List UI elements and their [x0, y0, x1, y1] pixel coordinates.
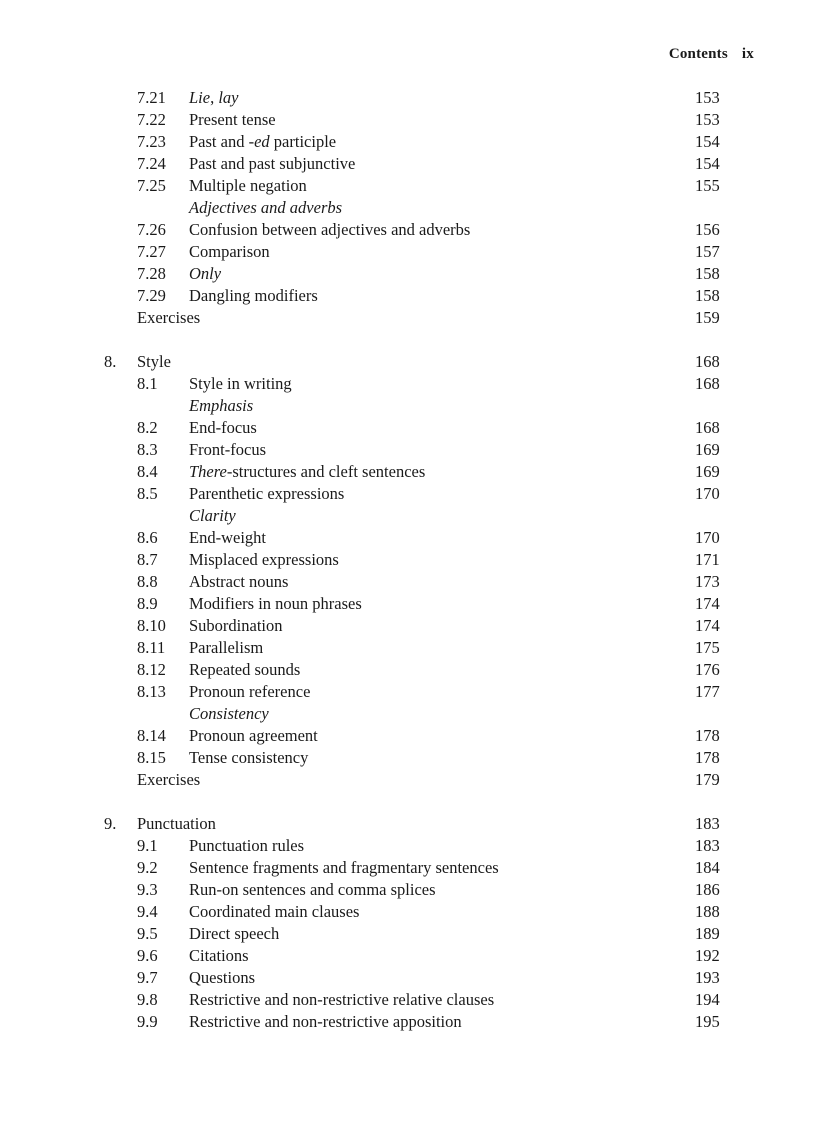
page-number: 169: [695, 440, 720, 459]
section-title: Present tense: [189, 110, 276, 129]
toc-chapter-row: [0, 351, 816, 373]
page-number: 184: [695, 858, 720, 877]
page-number: 186: [695, 880, 720, 899]
page-number: 170: [695, 484, 720, 503]
section-number: 8.15: [137, 748, 166, 767]
section-title: Lie, lay: [189, 88, 239, 107]
page-number: 168: [695, 374, 720, 393]
section-title: Modifiers in noun phrases: [189, 594, 362, 613]
section-number: 8.8: [137, 572, 158, 591]
section-number: 9.3: [137, 880, 158, 899]
subheading: Adjectives and adverbs: [189, 198, 343, 217]
section-number: 8.14: [137, 726, 166, 745]
section-title: Confusion between adjectives and adverbs: [189, 220, 471, 239]
section-title: Repeated sounds: [189, 660, 301, 679]
section-title: Pronoun reference: [189, 682, 311, 701]
page-number: 176: [695, 660, 720, 679]
page-number: 153: [695, 88, 720, 107]
exercises-label: Exercises: [137, 308, 201, 327]
page-number: 192: [695, 946, 720, 965]
section-number: 7.23: [137, 132, 166, 151]
section-title: Parallelism: [189, 638, 264, 657]
section-number: 7.24: [137, 154, 166, 173]
chapter-number: 9.: [104, 814, 117, 833]
page-number: 195: [695, 1012, 720, 1031]
section-number: 8.11: [137, 638, 166, 657]
toc-section-row: [0, 1011, 816, 1033]
section-title: Coordinated main clauses: [189, 902, 360, 921]
toc-section-row: [0, 615, 816, 637]
section-number: 8.12: [137, 660, 166, 679]
toc-section-row: [0, 285, 816, 307]
section-title: End-weight: [189, 528, 266, 547]
page-number: 153: [695, 110, 720, 129]
section-number: 7.28: [137, 264, 166, 283]
section-title: Only: [189, 264, 222, 283]
toc-section-row: [0, 483, 816, 505]
section-title: Abstract nouns: [189, 572, 289, 591]
toc-subhead-row: [0, 703, 816, 725]
toc-section-row: [0, 373, 816, 395]
toc-section-row: [0, 175, 816, 197]
toc-subhead-row: [0, 197, 816, 219]
running-head: [669, 46, 754, 63]
toc-section-row: [0, 131, 816, 153]
section-title: Punctuation rules: [189, 836, 305, 855]
section-number: 8.3: [137, 440, 158, 459]
page-number: 178: [695, 748, 720, 767]
section-title: Questions: [189, 968, 255, 987]
running-head-label: Contents: [668, 46, 728, 62]
section-number: 8.1: [137, 374, 158, 393]
toc-section-row: [0, 725, 816, 747]
section-title: End-focus: [189, 418, 257, 437]
section-number: 8.4: [137, 462, 158, 481]
toc-section-row: [0, 989, 816, 1011]
page-number: 179: [695, 770, 720, 789]
page-number: 169: [695, 462, 720, 481]
toc-section-row: [0, 263, 816, 285]
section-title: Style in writing: [189, 374, 292, 393]
toc-exercises-row: [0, 307, 816, 329]
toc-section-row: [0, 109, 816, 131]
section-title: Tense consistency: [189, 748, 309, 767]
page-number: 194: [695, 990, 720, 1009]
page-number: 178: [695, 726, 720, 745]
page-number: 174: [695, 616, 720, 635]
toc-section-row: [0, 923, 816, 945]
section-title: Subordination: [189, 616, 283, 635]
section-number: 7.26: [137, 220, 166, 239]
toc-section-row: [0, 87, 816, 109]
chapter-number: 8.: [104, 352, 117, 371]
page-number: 193: [695, 968, 720, 987]
page-number: 174: [695, 594, 720, 613]
toc-section-row: [0, 879, 816, 901]
section-number: 9.7: [137, 968, 158, 987]
section-number: 9.2: [137, 858, 158, 877]
section-number: 9.4: [137, 902, 158, 921]
section-title: Past and -ed participle: [189, 132, 337, 151]
section-number: 7.29: [137, 286, 166, 305]
toc-section-row: [0, 571, 816, 593]
section-title: Sentence fragments and fragmentary sentences: [189, 858, 499, 877]
page-number: 159: [695, 308, 720, 327]
chapter-title: Style: [137, 352, 171, 371]
page-folio: ix: [741, 46, 754, 62]
section-number: 7.22: [137, 110, 166, 129]
section-number: 9.1: [137, 836, 158, 855]
toc-section-row: [0, 593, 816, 615]
section-number: 9.5: [137, 924, 158, 943]
section-number: 7.21: [137, 88, 166, 107]
exercises-label: Exercises: [137, 770, 201, 789]
page-number: 170: [695, 528, 720, 547]
page-number: 188: [695, 902, 720, 921]
page-number: 189: [695, 924, 720, 943]
page-number: 154: [695, 132, 720, 151]
toc-section-row: [0, 901, 816, 923]
section-title: Dangling modifiers: [189, 286, 318, 305]
toc-section-row: [0, 857, 816, 879]
toc-section-row: [0, 417, 816, 439]
subheading: Emphasis: [189, 396, 254, 415]
section-title: Parenthetic expressions: [189, 484, 345, 503]
toc-section-row: [0, 835, 816, 857]
section-title: There-structures and cleft sentences: [189, 462, 426, 481]
section-number: 8.7: [137, 550, 158, 569]
section-title: Past and past subjunctive: [189, 154, 356, 173]
table-of-contents: [0, 87, 816, 1033]
page-number: 158: [695, 286, 720, 305]
toc-subhead-row: [0, 395, 816, 417]
section-number: 8.9: [137, 594, 158, 613]
section-number: 9.6: [137, 946, 158, 965]
toc-section-row: [0, 637, 816, 659]
page-number: 155: [695, 176, 720, 195]
section-title: Multiple negation: [189, 176, 307, 195]
page-number: 171: [695, 550, 720, 569]
section-number: 8.13: [137, 682, 166, 701]
page-number: 183: [695, 836, 720, 855]
chapter-title: Punctuation: [137, 814, 216, 833]
section-title: Comparison: [189, 242, 270, 261]
toc-section-row: [0, 747, 816, 769]
section-number: 8.6: [137, 528, 158, 547]
subheading: Consistency: [189, 704, 269, 723]
toc-section-row: [0, 659, 816, 681]
section-number: 9.9: [137, 1012, 158, 1031]
toc-subhead-row: [0, 505, 816, 527]
section-number: 7.27: [137, 242, 166, 261]
page-number: 156: [695, 220, 720, 239]
toc-section-row: [0, 219, 816, 241]
section-title: Misplaced expressions: [189, 550, 339, 569]
toc-section-row: [0, 527, 816, 549]
section-title: Restrictive and non-restrictive apposition: [189, 1012, 462, 1031]
toc-chapter-row: [0, 813, 816, 835]
page-number: 173: [695, 572, 720, 591]
page-number: 154: [695, 154, 720, 173]
toc-section-row: [0, 241, 816, 263]
toc-section-row: [0, 439, 816, 461]
toc-section-row: [0, 945, 816, 967]
page-number: 168: [695, 418, 720, 437]
section-number: 9.8: [137, 990, 158, 1009]
section-title: Citations: [189, 946, 249, 965]
toc-exercises-row: [0, 769, 816, 791]
page-number: 158: [695, 264, 720, 283]
section-title: Run-on sentences and comma splices: [189, 880, 436, 899]
page-number: 177: [695, 682, 720, 701]
page-number: 168: [695, 352, 720, 371]
toc-section-row: [0, 461, 816, 483]
page-number: 183: [695, 814, 720, 833]
section-title: Front-focus: [189, 440, 266, 459]
page-number: 157: [695, 242, 720, 261]
toc-section-row: [0, 967, 816, 989]
toc-section-row: [0, 549, 816, 571]
section-number: 8.10: [137, 616, 166, 635]
section-number: 7.25: [137, 176, 166, 195]
section-number: 8.2: [137, 418, 158, 437]
toc-section-row: [0, 681, 816, 703]
toc-section-row: [0, 153, 816, 175]
page-number: 175: [695, 638, 720, 657]
subheading: Clarity: [189, 506, 236, 525]
section-title: Direct speech: [189, 924, 280, 943]
section-number: 8.5: [137, 484, 158, 503]
section-title: Restrictive and non-restrictive relative clauses: [189, 990, 495, 1009]
section-title: Pronoun agreement: [189, 726, 318, 745]
